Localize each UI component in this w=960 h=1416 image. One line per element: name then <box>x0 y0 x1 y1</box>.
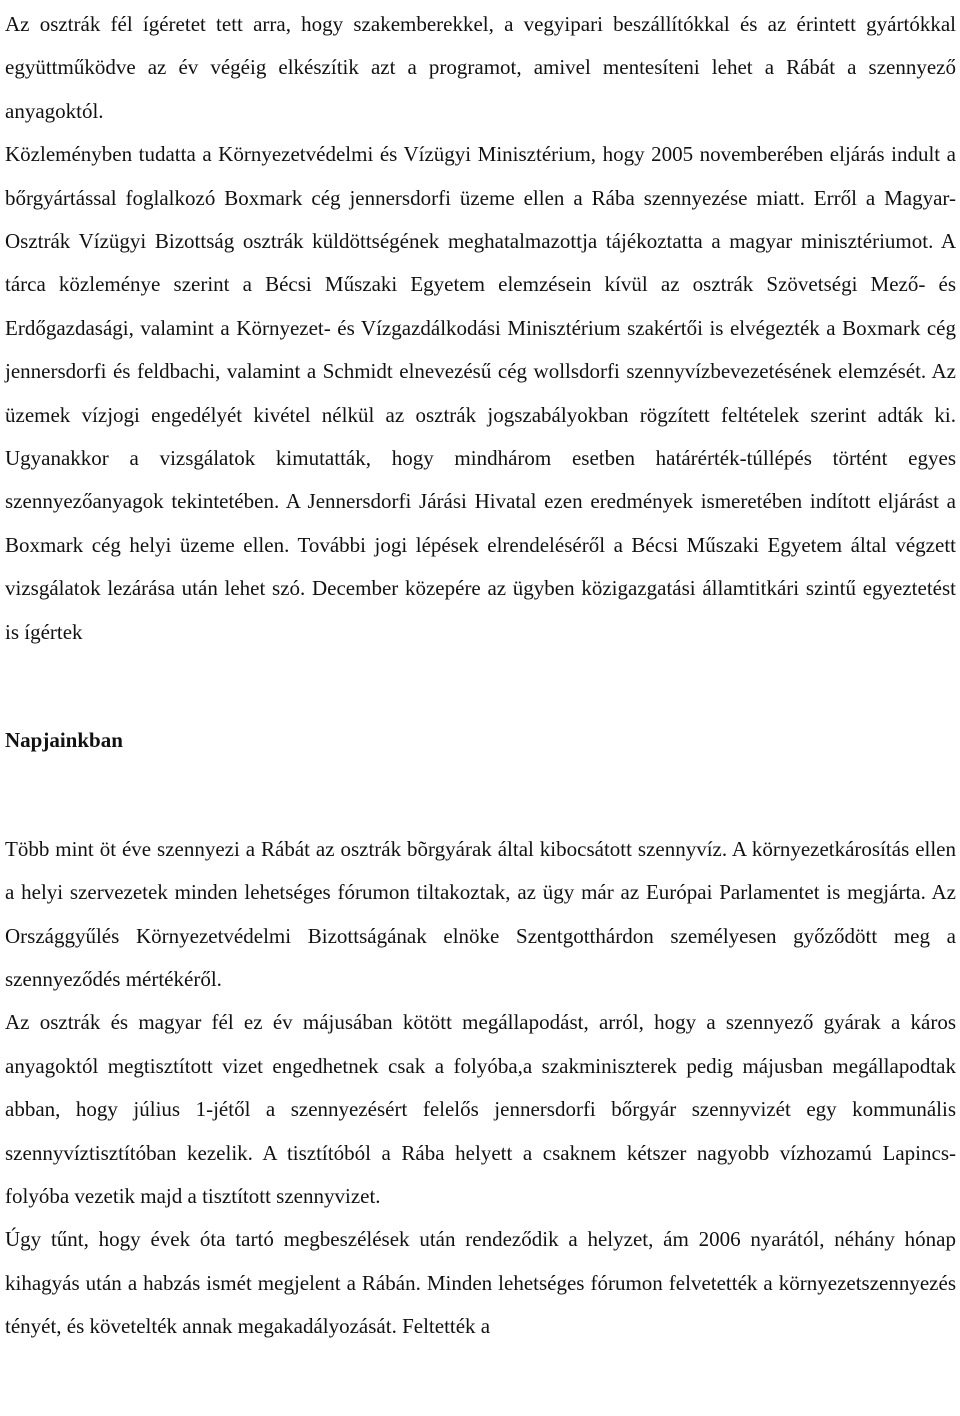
section-heading-block <box>5 654 956 828</box>
paragraph-pollution-history: Több mint öt éve szennyezi a Rábát az osztrák bõrgyárak által kibocsátott szennyvíz. A környezetkárosítás ellen a helyi szervezetek minden lehetséges fórumon tiltakoztak, az ügy már az Európai Parlamentet is megjárta. Az Országgyűlés Környezetvédelmi Bizottságának elnöke Szentgotthárdon személyesen győződött meg a szennyeződés mértékéről. <box>5 836 956 991</box>
document-page <box>5 0 956 1349</box>
section-heading: Napjainkban <box>5 728 123 753</box>
paragraph-agreement: Az osztrák és magyar fél ez év májusában kötött megállapodást, arról, hogy a szennyező gyárak a káros anyagoktól megtisztított vizet engedhetnek csak a folyóba,a szakminiszterek pedig májusban megállapodtak abban, hogy július 1-jétől a szennyezésért felelős jennersdorfi bőrgyár szennyvizét egy kommunális szennyvíztisztítóban kezelik. A tisztítóból a Rába helyett a csaknem kétszer nagyobb vízhozamú Lapincs-folyóba vezetik majd a tisztított szennyvizet. <box>5 1010 956 1208</box>
paragraph-ministry-announcement: Közleményben tudatta a Környezetvédelmi és Vízügyi Minisztérium, hogy 2005 novemberében eljárás indult a bőrgyártással foglalkozó Boxmark cég jennersdorfi üzeme ellen a Rába szennyezése miatt. Erről a Magyar-Osztrák Vízügyi Bizottság osztrák küldöttségének meghatalmazottja tájékoztatta a magyar minisztériumot. A tárca közleménye szerint a Bécsi Műszaki Egyetem elemzésein kívül az osztrák Szövetségi Mező- és Erdőgazdasági, valamint a Környezet- és Vízgazdálkodási Minisztérium szakértői is elvégezték a Boxmark cég jennersdorfi és feldbachi, valamint a Schmidt elnevezésű cég wollsdorfi szennyvízbevezetésének elemzését. Az üzemek vízjogi engedélyét kivétel nélkül az osztrák jogszabályokban rögzített feltételek szerint adták ki. Ugyanakkor a vizsgálatok kimutatták, hogy mindhárom esetben határérték-túllépés történt egyes szennyezőanyagok tekintetében. A Jennersdorfi Járási Hivatal ezen eredmények ismeretében indított eljárást a Boxmark cég helyi üzeme ellen. További jogi lépések elrendeléséről a Bécsi Műszaki Egyetem által végzett vizsgálatok lezárása után lehet szó. December közepére az ügyben közigazgatási államtitkári szintű egyeztetést is ígértek <box>5 142 956 644</box>
paragraph-foaming-returned: Úgy tűnt, hogy évek óta tartó megbeszélések után rendeződik a helyzet, ám 2006 nyarától, néhány hónap kihagyás után a habzás ismét megjelent a Rábán. Minden lehetséges fórumon felvetették a környezetszennyezés tényét, és követelték annak megakadályozását. Feltették a <box>5 1227 956 1339</box>
paragraph-program-promise: Az osztrák fél ígéretet tett arra, hogy szakemberekkel, a vegyipari beszállítókkal és az érintett gyártókkal együttműködve az év végéig elkészítik azt a programot, amivel mentesíteni lehet a Rábát a szennyező anyagoktól. <box>5 12 956 123</box>
